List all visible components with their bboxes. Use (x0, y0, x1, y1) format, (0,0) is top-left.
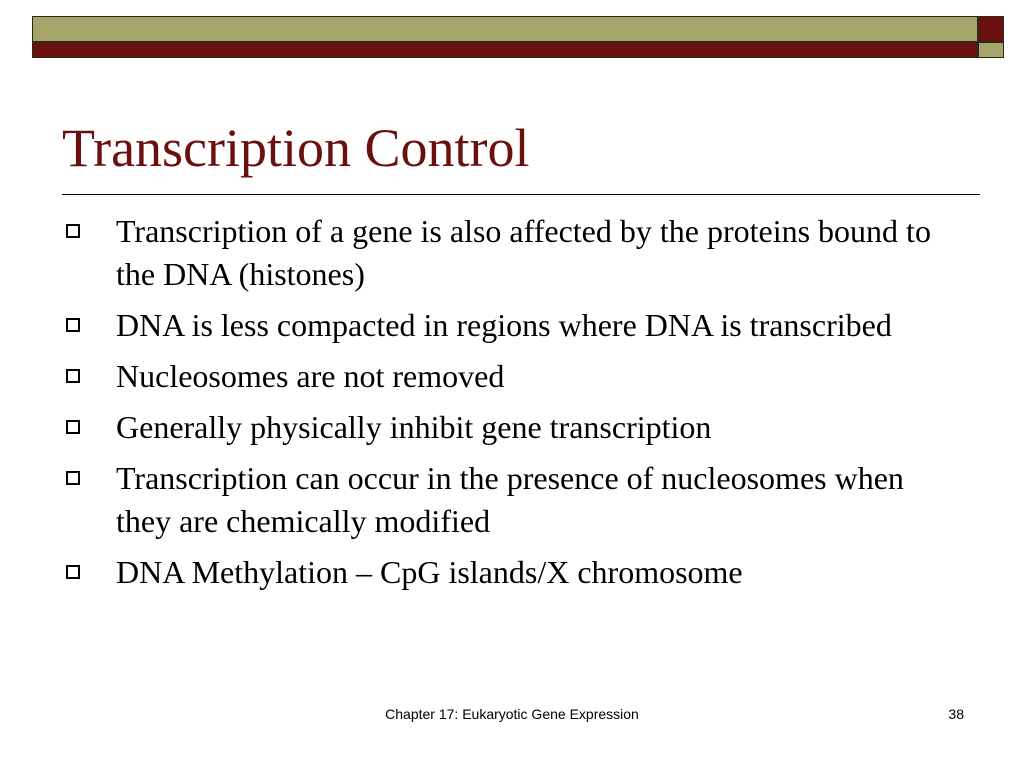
bullet-text: Transcription can occur in the presence of nucleosomes when they are chemically modified (116, 460, 904, 539)
bullet-text: Generally physically inhibit gene transcription (116, 409, 712, 445)
bullet-item (66, 304, 946, 347)
bullet-item (66, 355, 946, 398)
bullet-text: DNA Methylation – CpG islands/X chromosome (116, 554, 743, 590)
hollow-square-bullet-icon (66, 224, 80, 238)
hollow-square-bullet-icon (66, 420, 80, 434)
bullet-text: Nucleosomes are not removed (116, 358, 505, 394)
hollow-square-bullet-icon (66, 369, 80, 383)
bullet-item (66, 457, 946, 543)
header-corner-olive (978, 42, 1004, 58)
header-band-maroon (32, 42, 978, 58)
header-band-olive (32, 16, 978, 42)
bullet-text: DNA is less compacted in regions where DNA is transcribed (116, 307, 892, 343)
slide-title: Transcription Control (62, 118, 530, 178)
slide-page-number: 38 (948, 706, 964, 722)
bullet-text: Transcription of a gene is also affected by the proteins bound to the DNA (histones) (116, 213, 931, 292)
hollow-square-bullet-icon (66, 471, 80, 485)
bullet-item (66, 210, 946, 296)
bullet-list (66, 210, 946, 602)
hollow-square-bullet-icon (66, 565, 80, 579)
title-divider (62, 194, 980, 195)
header-corner-maroon (978, 16, 1004, 42)
bullet-item (66, 551, 946, 594)
hollow-square-bullet-icon (66, 318, 80, 332)
bullet-item (66, 406, 946, 449)
footer-chapter-text: Chapter 17: Eukaryotic Gene Expression (385, 706, 639, 722)
